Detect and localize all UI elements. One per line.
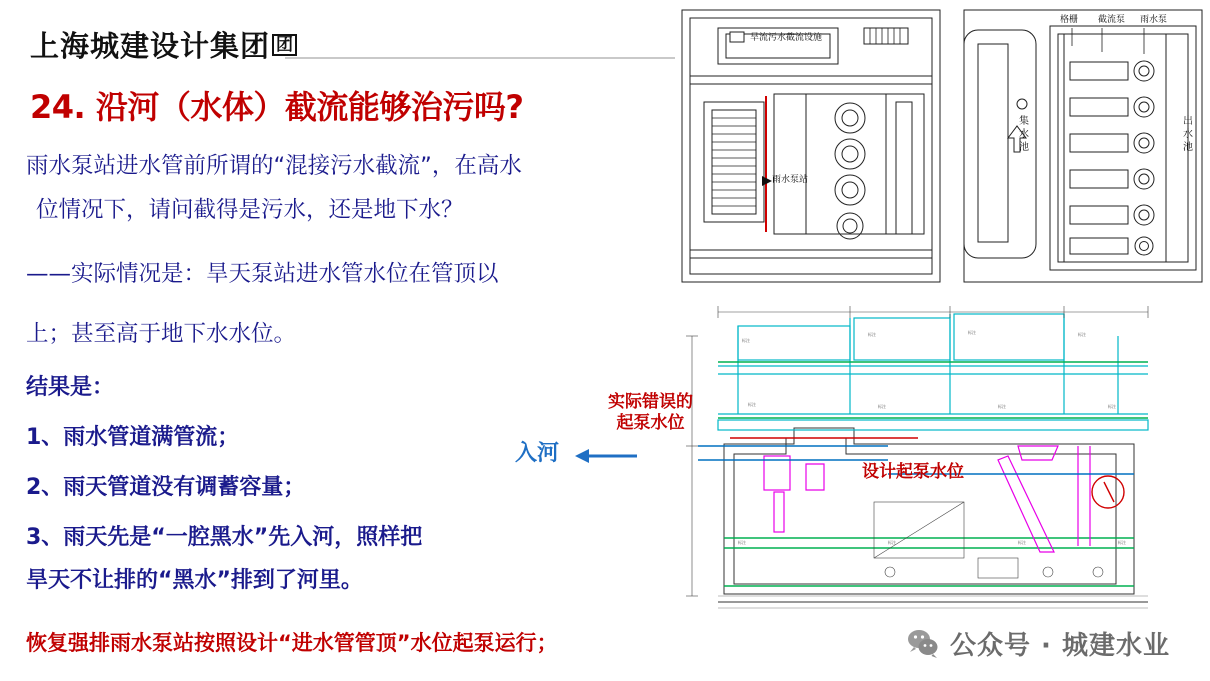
annotation-wrong-line-2: 起泵水位 — [616, 413, 685, 433]
result-item-3-continued: 旱天不让排的“黑水”排到了河里。 — [26, 568, 363, 593]
label-outlet-well-1: 出 — [1183, 116, 1193, 127]
body-paragraph-1: 雨水泵站进水管前所谓的“混接污水截流”，在高水 — [26, 153, 522, 179]
figure-pump-station-section — [678, 296, 1206, 626]
label-collection-well-1: 集 — [1019, 116, 1029, 127]
company-logo-mark: 团 — [272, 34, 297, 56]
watermark-bar — [906, 612, 1210, 674]
svg-text:标注: 标注 — [868, 332, 876, 337]
annotation-design-start-level: 设计起泵水位 — [862, 462, 964, 482]
page-title: 24. 沿河（水体）截流能够治污吗? — [30, 88, 524, 126]
annotation-wrong-start-level — [608, 392, 693, 434]
result-item-2: 2、雨天管道没有调蓄容量； — [26, 475, 306, 500]
svg-text:标注: 标注 — [1018, 540, 1026, 545]
figure-top-svg — [678, 6, 1206, 286]
label-outlet-well-2: 水 — [1183, 129, 1193, 140]
result-item-3: 3、雨天先是“一腔黑水”先入河，照样把 — [26, 525, 423, 550]
svg-text:标注: 标注 — [1078, 332, 1086, 337]
label-rain-pump-station: 雨水泵站 — [772, 175, 809, 185]
river-label: 入河 — [515, 441, 560, 466]
company-logo — [30, 24, 297, 65]
label-collection-well-3: 池 — [1019, 142, 1029, 153]
footer-note: 恢复强排雨水泵站按照设计“进水管管顶”水位起泵运行； — [26, 631, 558, 655]
river-arrow-icon — [575, 448, 637, 464]
figure-pump-station-plan — [678, 6, 1206, 286]
label-outlet-well-3: 池 — [1183, 142, 1193, 153]
svg-text:标注: 标注 — [748, 402, 756, 407]
svg-text:标注: 标注 — [742, 338, 750, 343]
label-collection-well-2: 水 — [1019, 129, 1029, 140]
label-rain-pump: 雨水泵 — [1140, 15, 1168, 25]
annotation-wrong-line-1: 实际错误的 — [608, 392, 693, 412]
svg-text:标注: 标注 — [998, 404, 1006, 409]
figure-bottom-svg — [678, 296, 1206, 626]
svg-text:标注: 标注 — [888, 540, 896, 545]
svg-text:标注: 标注 — [1108, 404, 1116, 409]
label-interception-facility: 旱流污水截流设施 — [750, 33, 823, 43]
body-paragraph-2: 位情况下，请问截得是污水，还是地下水？ — [36, 197, 464, 223]
result-item-1: 1、雨水管道满管流； — [26, 425, 240, 450]
watermark-text: 公众号 · 城建水业 — [950, 630, 1170, 661]
svg-text:标注: 标注 — [1118, 540, 1126, 545]
svg-text:标注: 标注 — [738, 540, 746, 545]
body-paragraph-4: 上；甚至高于地下水水位。 — [26, 321, 297, 347]
wechat-icon — [906, 626, 940, 660]
company-logo-text: 上海城建设计集团 — [30, 29, 271, 63]
svg-text:标注: 标注 — [968, 330, 976, 335]
body-paragraph-3: ——实际情况是：旱天泵站进水管水位在管顶以 — [26, 261, 499, 287]
label-intercept-pump: 截流泵 — [1098, 15, 1126, 25]
result-heading: 结果是： — [26, 375, 115, 400]
label-grille: 格栅 — [1060, 15, 1079, 25]
header-divider — [285, 57, 675, 59]
svg-text:标注: 标注 — [878, 404, 886, 409]
